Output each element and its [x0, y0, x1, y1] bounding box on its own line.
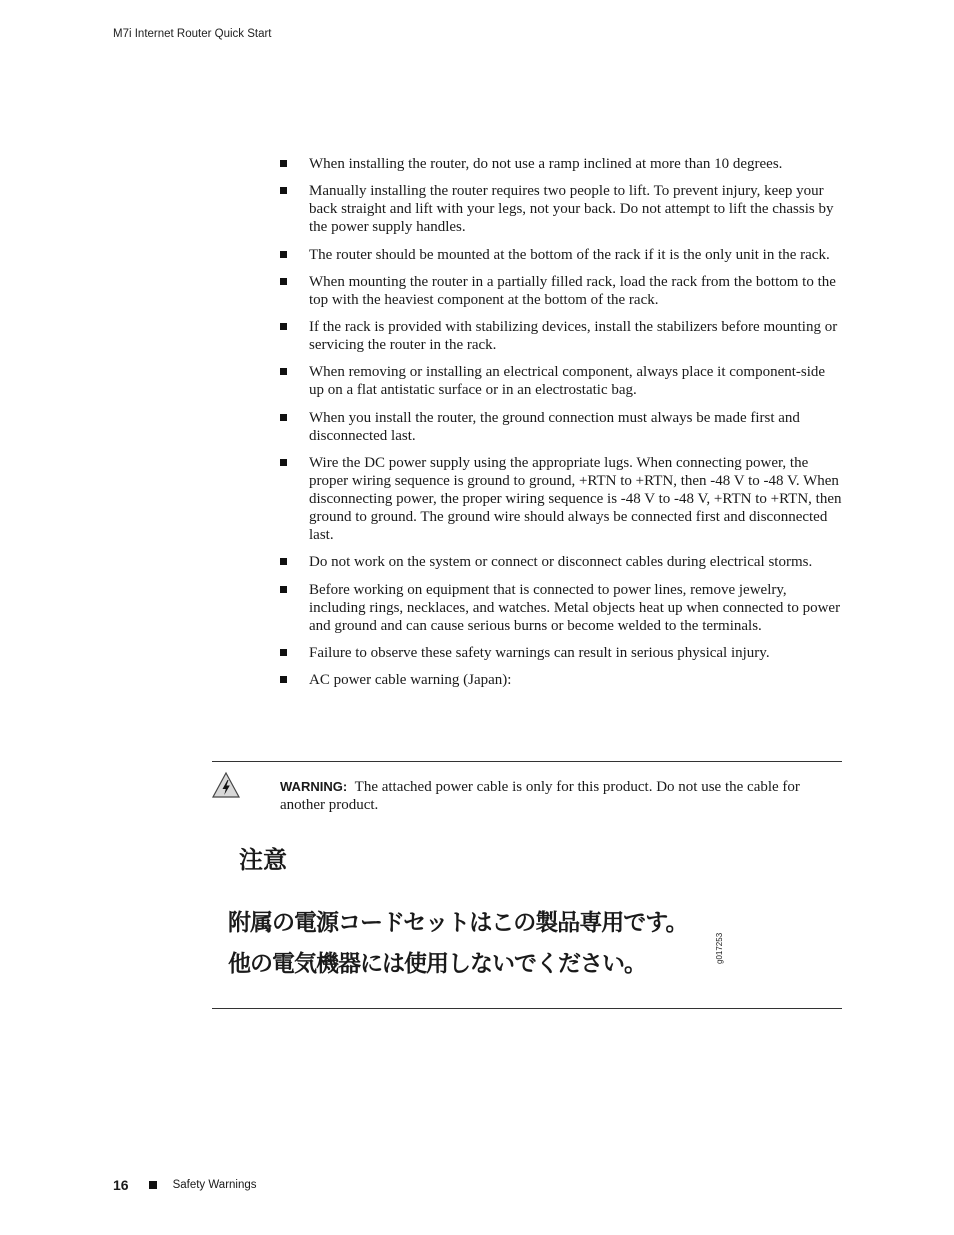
bottom-divider [212, 1008, 842, 1009]
list-item [280, 553, 843, 571]
bullet-icon [280, 187, 287, 194]
electrical-warning-icon [211, 771, 241, 799]
warning-message [280, 778, 845, 814]
list-item [280, 409, 843, 445]
figure-id: g017253 [715, 932, 724, 964]
bullet-icon [280, 368, 287, 375]
list-item [280, 644, 843, 662]
list-item-text: AC power cable warning (Japan): [309, 672, 512, 689]
bullet-icon [280, 160, 287, 167]
list-item [280, 246, 843, 264]
footer-square-icon [149, 1181, 157, 1189]
bullet-icon [280, 278, 287, 285]
bullet-icon [280, 323, 287, 330]
bullet-icon [280, 558, 287, 565]
list-item-text: When installing the router, do not use a ramp inclined at more than 10 degrees. [309, 156, 783, 172]
list-item [280, 581, 843, 635]
list-item [280, 363, 843, 399]
list-item-text: Failure to observe these safety warnings can result in serious physical injury. [309, 644, 770, 661]
japanese-warning-line-1: 附属の電源コードセットはこの製品専用です。 [228, 910, 688, 936]
list-item-text: If the rack is provided with stabilizing devices, install the stabilizers before mounting or servicing the router in the rack. [309, 319, 838, 354]
japanese-caution-heading: 注意 [239, 846, 287, 874]
footer-section-title: Safety Warnings [172, 1179, 257, 1191]
list-item [280, 182, 843, 236]
bullet-icon [280, 676, 287, 683]
warning-text: The attached power cable is only for this product. Do not use the cable for another product. [280, 779, 800, 813]
list-item-text: Wire the DC power supply using the appropriate lugs. When connecting power, the proper wiring sequence is ground to ground, +RTN to +RTN, then -48 V to -48 V. When disconnecting power, the proper wiring sequence is -48 V to -48 V, +RTN to +RTN, then ground to ground. The ground wire should always be connected first and disconnected last. [309, 455, 842, 544]
bullet-icon [280, 586, 287, 593]
page-footer [113, 1177, 257, 1193]
list-item-text: When you install the router, the ground connection must always be made first and disconnected last. [309, 409, 800, 444]
page-number: 16 [113, 1177, 129, 1193]
japanese-warning-line-2: 他の電気機器には使用しないでください。 [228, 951, 646, 977]
bullet-icon [280, 414, 287, 421]
list-item-text: Before working on equipment that is connected to power lines, remove jewelry, including rings, necklaces, and watches. Metal objects heat up when connected to power and ground and can cause serious burns or become welded to the terminals. [309, 581, 841, 634]
running-header: M7i Internet Router Quick Start [113, 28, 272, 40]
safety-bullet-list [280, 155, 843, 699]
list-item [280, 454, 843, 544]
list-item-text: Do not work on the system or connect or disconnect cables during electrical storms. [309, 554, 813, 571]
bullet-icon [280, 459, 287, 466]
top-divider [212, 761, 842, 762]
list-item [280, 155, 843, 173]
bullet-icon [280, 251, 287, 258]
list-item-text: Manually installing the router requires two people to lift. To prevent injury, keep your back straight and lift with your legs, not your back. Do not attempt to lift the chassis by the power supply handles. [309, 183, 834, 236]
warning-label: WARNING: [280, 779, 348, 794]
list-item [280, 273, 843, 309]
list-item [280, 671, 843, 689]
bullet-icon [280, 649, 287, 656]
list-item-text: The router should be mounted at the bottom of the rack if it is the only unit in the rack. [309, 246, 830, 263]
list-item-text: When removing or installing an electrical component, always place it component-side up on a flat antistatic surface or in an electrostatic bag. [309, 364, 826, 399]
list-item [280, 318, 843, 354]
list-item-text: When mounting the router in a partially filled rack, load the rack from the bottom to the top with the heaviest component at the bottom of the rack. [309, 273, 836, 308]
